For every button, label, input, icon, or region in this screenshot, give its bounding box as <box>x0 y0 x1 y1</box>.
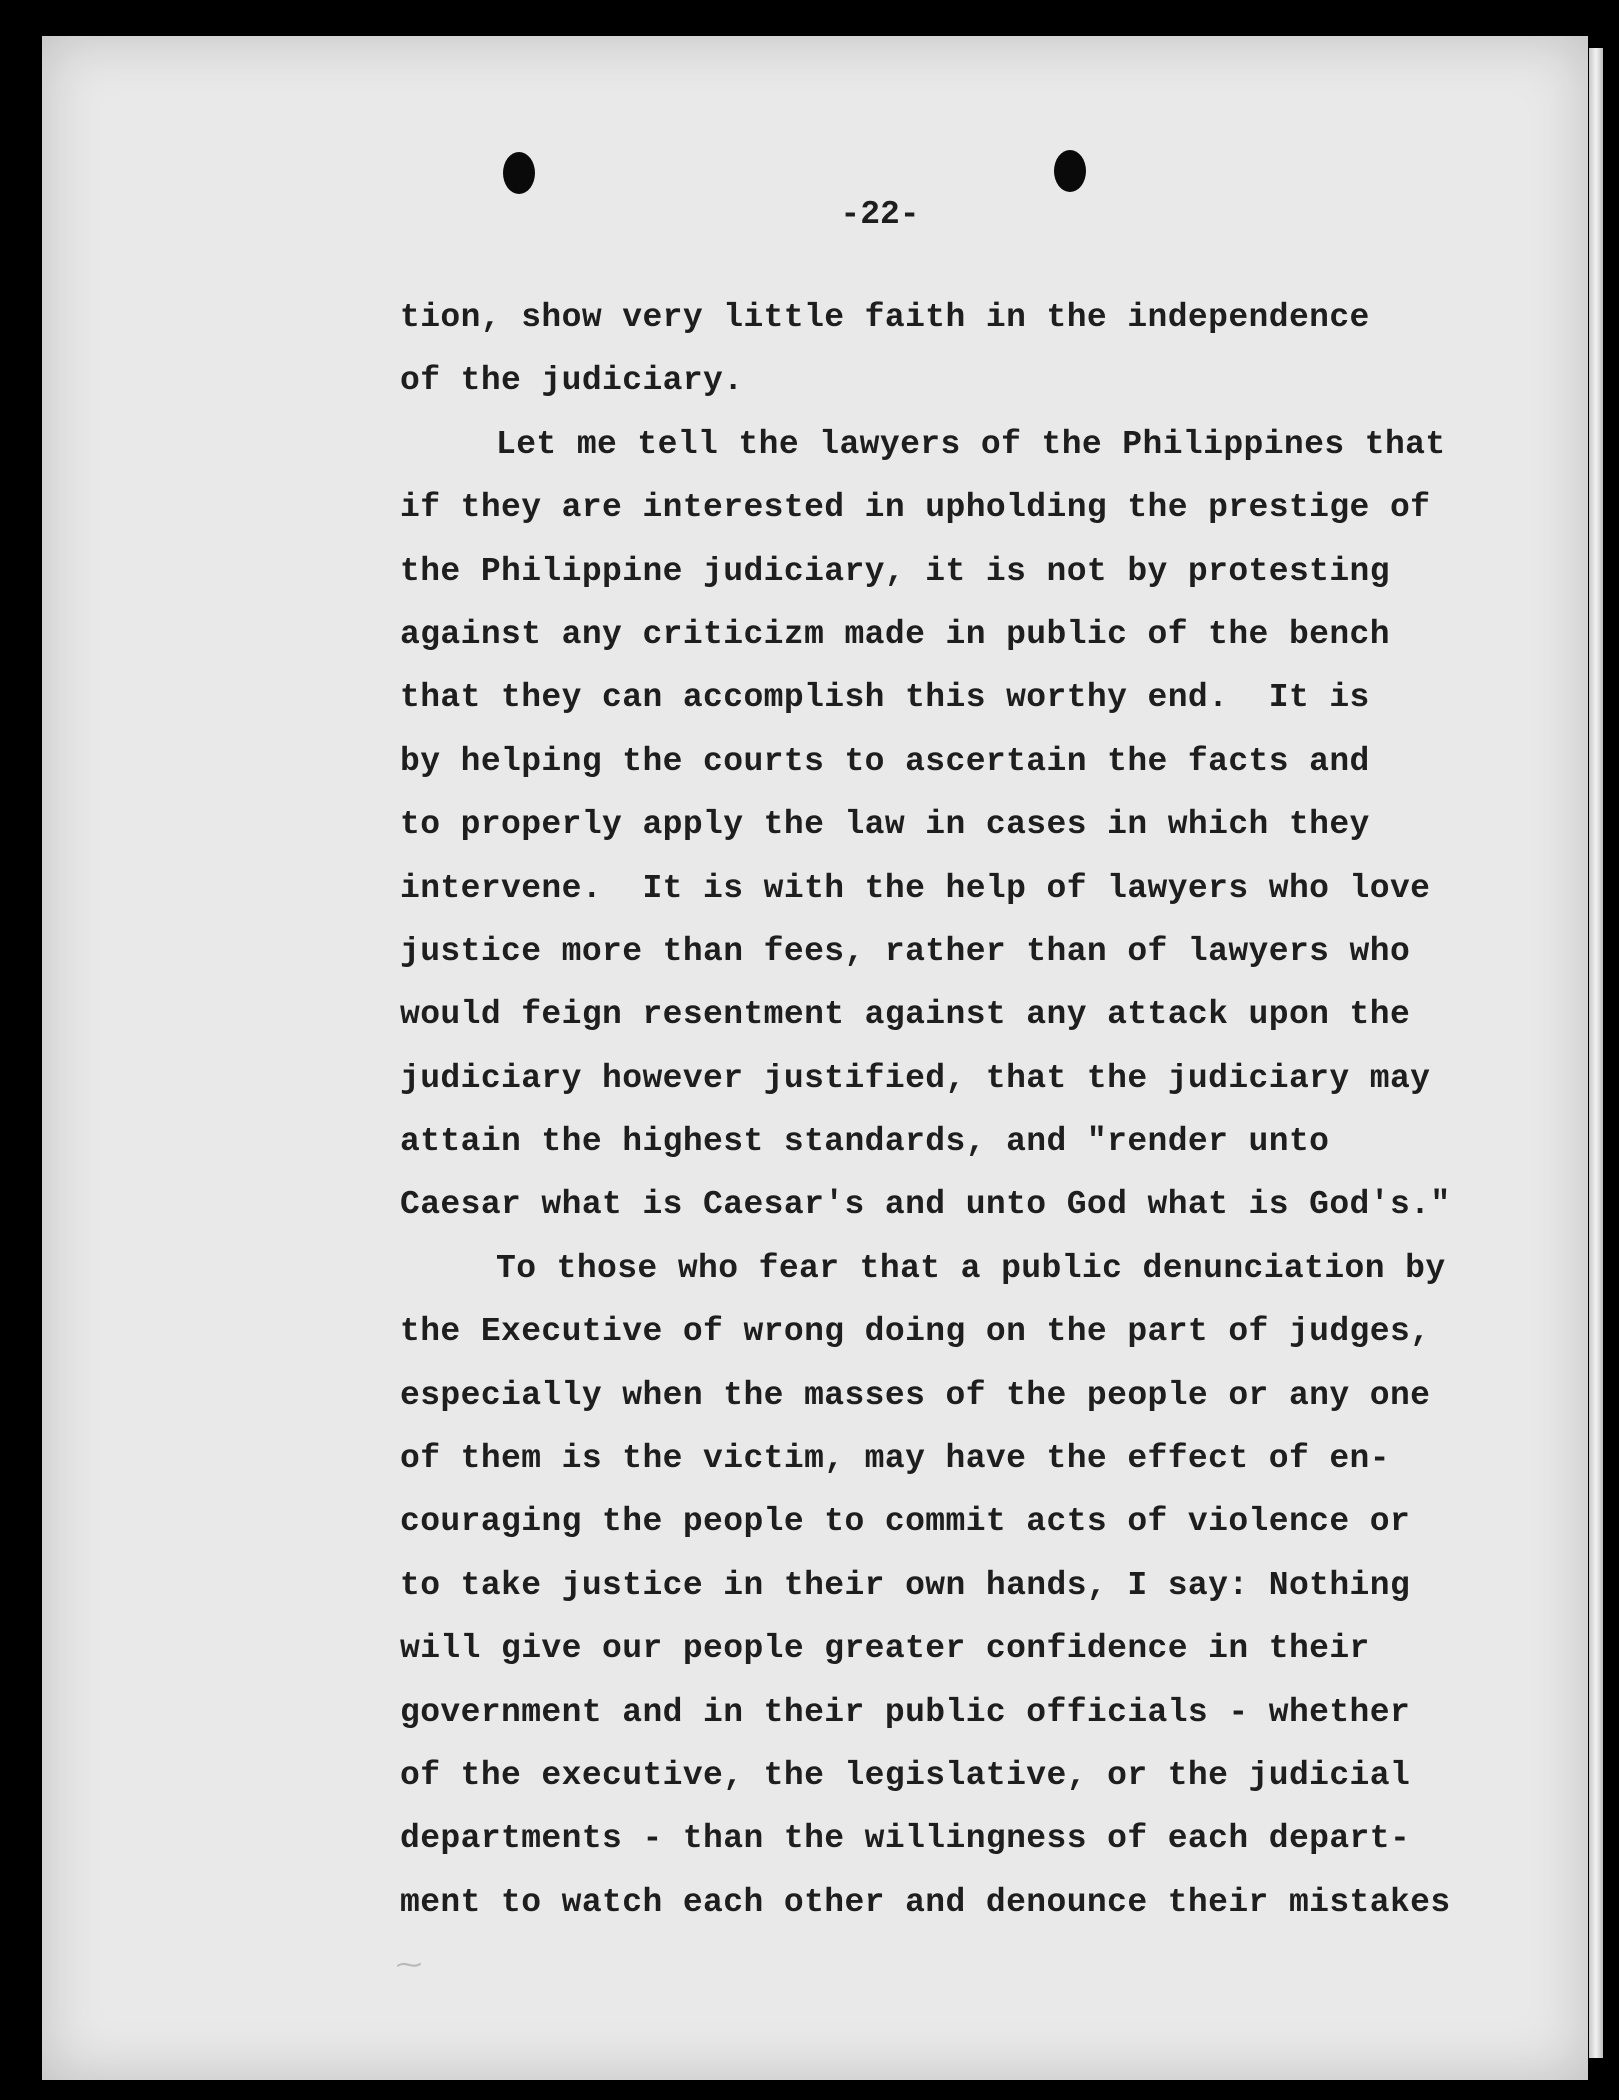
text-line: especially when the masses of the people or any one <box>400 1376 1431 1414</box>
text-line: of the judiciary. <box>400 362 744 400</box>
text-line: Let me tell the lawyers of the Philippines that <box>496 425 1446 463</box>
faint-bleed-through-mark: ⁓ <box>396 1951 422 1981</box>
text-line: intervene. It is with the help of lawyers who love <box>400 869 1431 907</box>
text-line: if they are interested in upholding the prestige of <box>400 489 1431 527</box>
text-line: to take justice in their own hands, I say: Nothing <box>400 1566 1411 1604</box>
text-line: to properly apply the law in cases in which they <box>400 806 1370 844</box>
text-line: couraging the people to commit acts of violence or <box>400 1503 1411 1541</box>
text-line: justice more than fees, rather than of lawyers who <box>400 932 1411 970</box>
text-line: judiciary however justified, that the judiciary may <box>400 1059 1431 1097</box>
text-line: by helping the courts to ascertain the facts and <box>400 742 1370 780</box>
paper-edge <box>1589 48 1603 2058</box>
text-line: that they can accomplish this worthy end. It is <box>400 679 1370 717</box>
text-line: the Executive of wrong doing on the part of judges, <box>400 1313 1431 1351</box>
text-line: departments - than the willingness of each depart- <box>400 1820 1411 1858</box>
text-line: government and in their public officials - whether <box>400 1693 1411 1731</box>
text-line: the Philippine judiciary, it is not by protesting <box>400 552 1390 590</box>
text-line: against any criticizm made in public of the bench <box>400 615 1390 653</box>
text-line: of them is the victim, may have the effect of en- <box>400 1440 1390 1478</box>
text-line: attain the highest standards, and "render unto <box>400 1123 1330 1161</box>
text-line: will give our people greater confidence in their <box>400 1630 1370 1668</box>
punch-hole-left <box>503 152 535 194</box>
text-line: ment to watch each other and denounce their mistakes <box>400 1883 1451 1921</box>
text-line: would feign resentment against any attack upon the <box>400 996 1411 1034</box>
text-line: Caesar what is Caesar's and unto God what is God's." <box>400 1186 1451 1224</box>
punch-hole-right <box>1054 150 1086 192</box>
text-line: To those who fear that a public denunciation by <box>496 1249 1446 1287</box>
text-line: tion, show very little faith in the independence <box>400 299 1370 336</box>
page-number: -22- <box>840 196 920 233</box>
document-body <box>400 286 1520 1934</box>
text-line: of the executive, the legislative, or the judicial <box>400 1756 1411 1794</box>
